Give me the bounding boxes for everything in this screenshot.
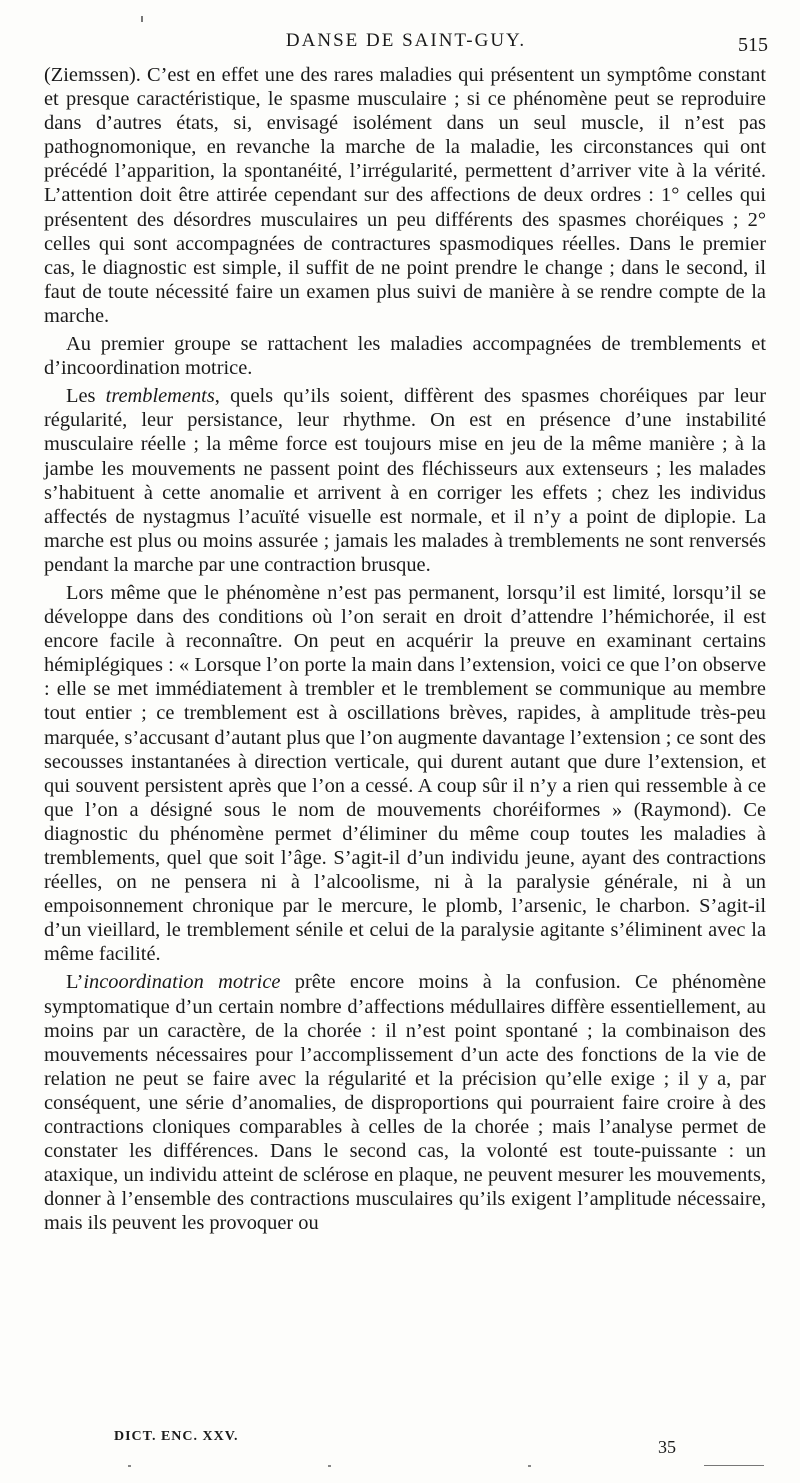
paragraph: L’incoordination motrice prête encore moins à la confusion. Ce phénomène symptomatique d’un certain nombre d’affections médullaires diffère essentiellement, au moins par un caractère, de la chorée : il n’est point spontané ; la combinaison des mouvements nécessaires pour l’accomplissement d’un acte des fonctions de la vie de relation ne peut se faire avec la régularité et la précision qu’elle exige ; il y a, par conséquent, une série d’anomalies, de disproportions qui pourraient faire croire à des contractions cloniques comparables à celles de la chorée ; mais l’analyse permet de constater les différences. Dans le second cas, la volonté est toute-puissante : un ataxique, un individu atteint de sclérose en plaque, ne peuvent mesurer les mouvements, donner à l’ensemble des contractions musculaires qu’ils exigent l’amplitude nécessaire, mais ils peuvent les provoquer ou: [44, 971, 766, 1235]
scan-dot: [528, 1465, 531, 1467]
corner-mark: [141, 16, 143, 22]
paragraph: Les tremblements, quels qu’ils soient, diffèrent des spasmes choréiques par leur régularité, leur persistance, leur rhythme. On est en présence d’une instabilité musculaire réelle ; la même force est toujours mise en jeu de la même manière ; à la jambe les mouvements ne passent point des fléchisseurs aux extenseurs ; les malades s’habituent à cette anomalie et arrivent à en corriger les effets ; chez les individus affectés de nystagmus l’acuïté visuelle est normale, et il n’y a point de diplopie. La marche est plus ou moins assurée ; jamais les malades à tremblements ne sont renversés pendant la marche par une contraction brusque.: [44, 385, 767, 576]
page-footer: [44, 1421, 768, 1461]
body-text: [44, 63, 766, 1240]
scan-dot: [128, 1465, 131, 1467]
paragraph: (Ziemssen). C’est en effet une des rares maladies qui présentent un symptôme constant et presque caractéristique, le spasme musculaire ; si ce phénomène peut se reproduire dans d’autres états, si, envisagé isolément dans un seul muscle, il n’est pas pathognomonique, en revanche la marche de la maladie, les circonstances qui ont précédé l’apparition, la spontanéité, l’irrégularité, permettent d’arriver vite à la vérité. L’attention doit être attirée cependant sur des affections de deux ordres : 1° celles qui présentent des désordres musculaires un peu différents des spasmes choréiques ; 2° celles qui sont accompagnées de contractures spasmodiques réelles. Dans le premier cas, le diagnostic est simple, il suffit de ne point prendre le change ; dans le second, il faut de toute nécessité faire un examen plus suivi de manière à se rendre compte de la marche.: [44, 64, 766, 327]
paragraph: Lors même que le phénomène n’est pas permanent, lorsqu’il est limité, lorsqu’il se développe dans des conditions où l’on serait en droit d’attendre l’hémichorée, il est encore facile à reconnaître. On peut en acquérir la preuve en examinant certains hémiplégiques : « Lorsque l’on porte la main dans l’extension, voici ce que l’on observe : elle se met immédiatement à trembler et le tremblement se communique au membre tout entier ; ce tremblement est à oscillations brèves, rapides, à amplitude très-peu marquée, s’accusant d’autant plus que l’on augmente davantage l’extension ; ce sont des secousses instantanées à direction verticale, qui durent autant que dure l’extension, et qui souvent persistent après que l’on a cessé. A coup sûr il n’y a rien qui ressemble à ce que l’on a désigné sous le nom de mouvements choréiformes » (Raymond). Ce diagnostic du phénomène permet d’éliminer du même coup toutes les maladies à tremblements, quel que soit l’âge. S’agit-il d’un individu jeune, ayant des contractions réelles, on ne pensera ni à l’alcoolisme, ni à la paralysie générale, ni à un empoisonnement chronique par le mercure, le plomb, l’arsenic, le charbon. S’agit-il d’un vieillard, le tremblement sénile et celui de la paralysie agitante s’éliminent avec la même facilité.: [44, 581, 766, 966]
scan-artifacts: [44, 1465, 768, 1467]
page-header: [44, 26, 768, 56]
paragraph: Au premier groupe se rattachent les maladies accompagnées de tremblements et d’incoordination motrice.: [44, 333, 766, 380]
running-head: DANSE DE SAINT-GUY.: [285, 30, 527, 51]
sheet-number: 35: [658, 1437, 676, 1457]
scan-dot: [328, 1465, 331, 1467]
signature-mark: DICT. ENC. XXV.: [114, 1429, 239, 1444]
page-number: 515: [738, 34, 768, 56]
scan-dash: [704, 1465, 764, 1466]
